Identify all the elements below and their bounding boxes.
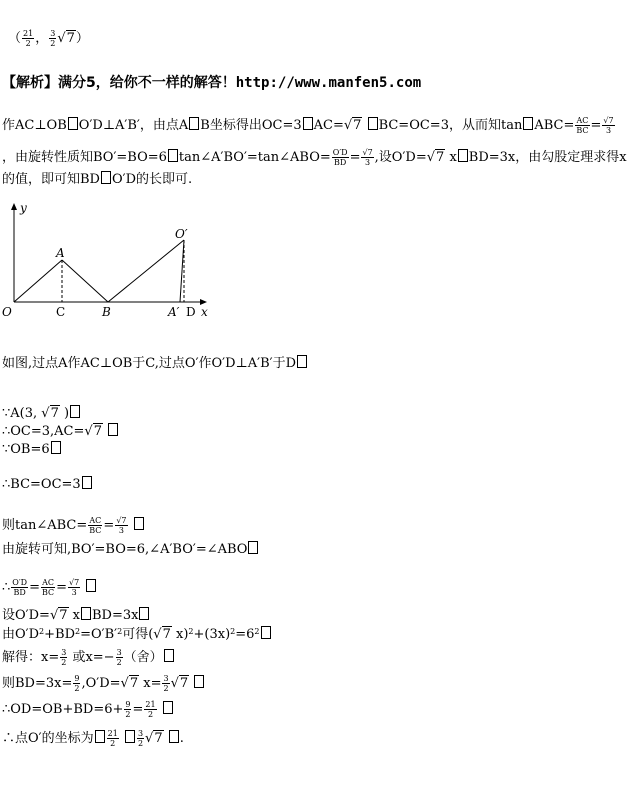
label-D: D [186, 305, 196, 319]
analysis-line-1: 作AC⊥OB O′D⊥A′B′，由点A B坐标得出OC=3 AC=√7 BC=OC=3，从而知tan ABC= $\frac{AC}{BC}$ = $\frac{√7}{3}$ [2, 116, 614, 135]
segment-AB [62, 260, 108, 302]
step-6: 则tan∠ABC= $\frac{AC}{BC}$ = $\frac{√7}{3}$ [2, 514, 145, 535]
label-B: B [102, 305, 111, 319]
label-O: O [2, 305, 12, 319]
garbled-char [523, 117, 533, 130]
solution-tag: 【解析】 [2, 75, 58, 91]
step-8: ∴ $\frac{O'D}{BD}$ = $\frac{AC}{BC}$ = $\frac{√7}{3}$ [2, 578, 97, 597]
step-7: 由旋转可知,BO′=BO=6,∠A′BO′=∠ABO [2, 538, 259, 557]
garbled-char [101, 171, 111, 184]
step-2: ∵A(3, √7 ) [2, 405, 81, 421]
segment-BO-prime [108, 240, 184, 302]
top-answer: （ $\frac{21}{2}$ ， $\frac{3}{2}$ √7） [8, 29, 89, 48]
analysis-line-3: 的值，即可知BD O′D的长即可. [2, 172, 193, 187]
label-y: y [20, 201, 27, 215]
site-url: http://www.manfen5.com [235, 75, 422, 91]
solution-header: 【解析】满分5，给你不一样的解答！http://www.manfen5.com [2, 75, 422, 91]
step-9: 设O′D=√7 x BD=3x [2, 604, 150, 623]
step-13: ∴OD=OB+BD=6+ $\frac{9}{2}$ = $\frac{21}{2}$ [2, 700, 174, 719]
step-4: ∵OB=6 [2, 441, 62, 457]
analysis-line-2: ，由旋转性质知BO′=BO=6 tan∠A′BO′=tan∠ABO= $\frac{O'D}{BD}$ = $\frac{√7}{3}$ ,设O′D=√7 x BD=3x，由勾股定理求得x [2, 148, 627, 167]
garbled-char [303, 117, 313, 130]
garbled-char [189, 117, 199, 130]
segment-O-prime-A-prime [180, 240, 184, 302]
label-x: x [201, 305, 208, 319]
y-arrow-icon [11, 203, 17, 210]
step-3: ∴OC=3,AC=√7 [2, 423, 119, 439]
geometry-figure [0, 198, 215, 323]
step-1: 如图,过点A作AC⊥OB于C,过点O′作O′D⊥A′B′于D [2, 352, 308, 371]
step-10: 由$O'D^2+BD^2=O'B'^2$可得(√7 $x)^2+(3x)^2=6^2$ [2, 623, 272, 642]
segment-OA [14, 260, 62, 302]
label-A: A [56, 246, 65, 260]
garbled-char [68, 117, 78, 130]
step-12: 则BD=3x= $\frac{9}{2}$ ,O′D=√7 x= $\frac{3}{2}$ √7 [2, 672, 205, 693]
step-5: ∴BC=OC=3 [2, 476, 93, 492]
garbled-char [458, 149, 468, 162]
garbled-char [368, 117, 378, 130]
garbled-char [168, 149, 178, 162]
step-11: 解得：x= $\frac{3}{2}$ 或x=− $\frac{3}{2}$ （舍） [2, 646, 175, 667]
label-C: C [56, 305, 66, 319]
step-14: ∴点O′的坐标为 $\frac{21}{2}$ $\frac{3}{2}$ √7 . [2, 729, 184, 748]
label-A-prime: A′ [168, 305, 180, 319]
label-O-prime: O′ [175, 227, 188, 241]
